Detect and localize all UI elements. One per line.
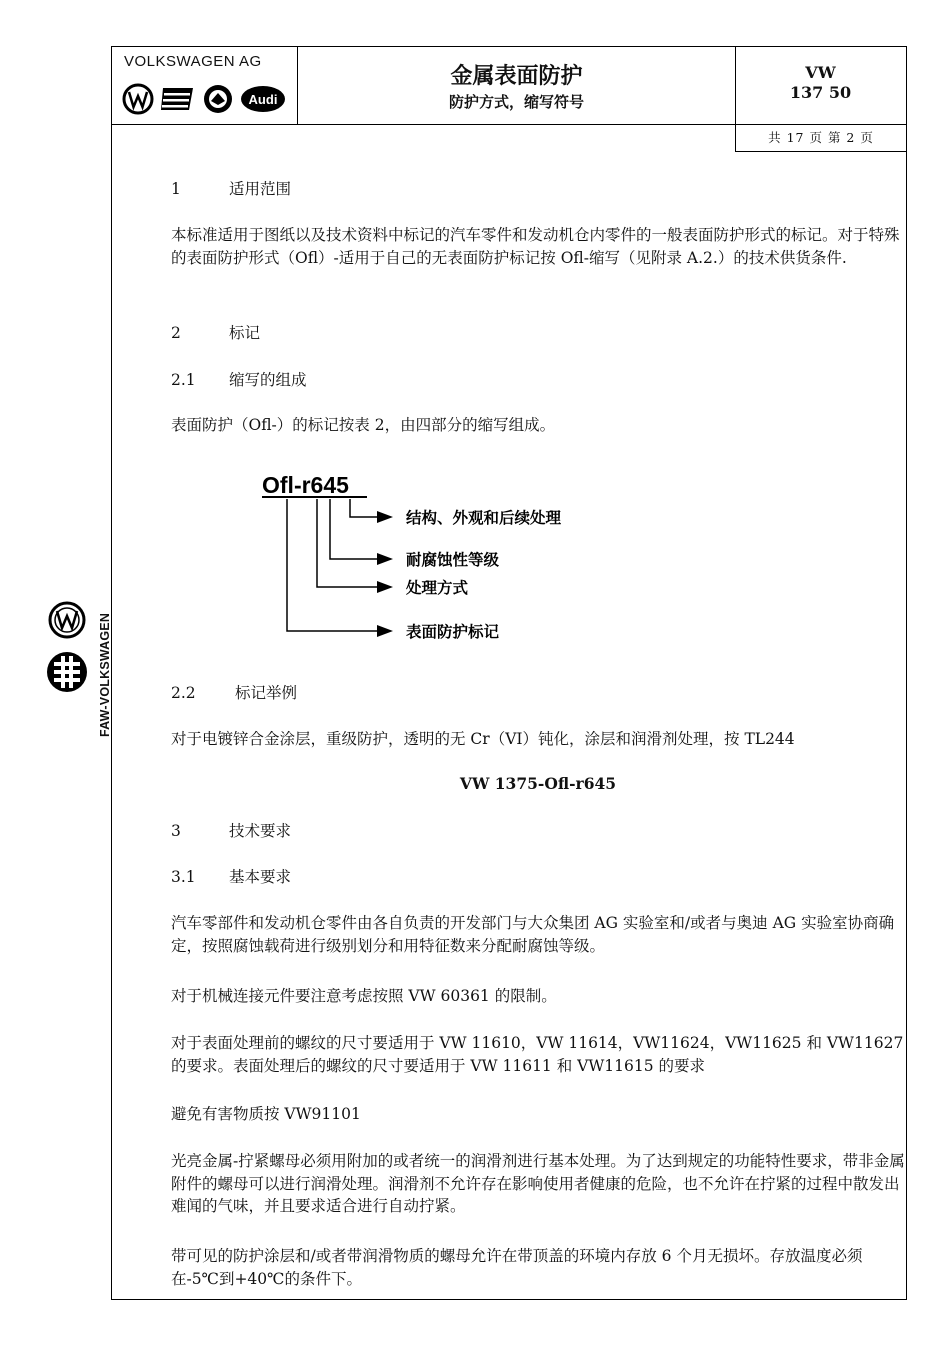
- connector-2: [330, 499, 377, 559]
- audi-logo-icon: [239, 83, 287, 115]
- document-subtitle: 防护方式，缩写符号: [448, 93, 584, 111]
- heading-2-1-title: 缩写的组成: [229, 371, 307, 389]
- heading-2-title: 标记: [229, 324, 261, 342]
- header-company-cell: [112, 47, 298, 124]
- heading-2-2-title: 标记举例: [235, 684, 298, 702]
- diagram-code: Ofl-r645: [262, 472, 349, 498]
- standard-code: [735, 63, 906, 103]
- paragraph-4: 避免有害物质按 VW91101: [171, 1105, 361, 1123]
- skoda-logo-icon: [202, 83, 234, 115]
- marking-example: VW 1375-Ofl-r645: [459, 774, 617, 793]
- arrow-2-icon: [377, 553, 393, 565]
- header-code-cell: [735, 47, 906, 124]
- paragraph-2: 对于机械连接元件要注意考虑按照 VW 60361 的限制。: [171, 987, 557, 1005]
- paragraph-1: 汽车零部件和发动机仓零件由各自负责的开发部门与大众集团 AG 实验室和/或者与奥迪 AG 实验室协商确定，按照腐蚀载荷进行级别划分和用特征数来分配耐腐蚀等级。: [171, 914, 895, 955]
- connector-3: [317, 499, 377, 587]
- header: [112, 47, 906, 125]
- heading-3-1-number: 3.1: [171, 868, 196, 886]
- connector-4: [287, 499, 377, 631]
- standard-code-line2: 137 50: [789, 83, 852, 102]
- heading-2-number: 2: [171, 324, 181, 342]
- standard-code-line1: VW: [805, 63, 836, 82]
- heading-3-title: 技术要求: [229, 822, 292, 840]
- brand-logos: [122, 83, 287, 115]
- arrow-4-icon: [377, 625, 393, 637]
- arrow-3-icon: [377, 581, 393, 593]
- paragraph-5: 光亮金属-拧紧螺母必须用附加的或者统一的润滑剂进行基本处理。为了达到规定的功能特性要求，带非金属附件的螺母可以进行润滑处理。润滑剂不允许存在影响使用者健康的危险，也不允许在拧紧的过程中散发出难闻的气味，并且要求适合进行自动拧紧。: [171, 1152, 905, 1215]
- heading-2-1-number: 2.1: [171, 371, 196, 389]
- company-name: VOLKSWAGEN AG: [124, 53, 262, 70]
- faw-volkswagen-side-logo: [45, 590, 115, 740]
- heading-2-2-number: 2.2: [171, 684, 196, 702]
- heading-3-number: 3: [171, 822, 181, 840]
- heading-2-1: [171, 368, 307, 390]
- heading-1-title: 适用范围: [229, 180, 292, 198]
- abbreviation-diagram: [252, 467, 732, 657]
- paragraph-3: 对于表面处理前的螺纹的尺寸要适用于 VW 11610，VW 11614，VW11624，VW11625 和 VW11627 的要求。表面处理后的螺纹的尺寸要适用于 VW 11611 和 VW11615 的要求: [171, 1034, 904, 1075]
- heading-3: [171, 819, 291, 841]
- arrow-1-icon: [377, 511, 393, 523]
- diagram-label-2: 耐腐蚀性等级: [406, 551, 500, 569]
- diagram-label-3: 处理方式: [406, 579, 469, 597]
- heading-2: [171, 321, 260, 343]
- document-frame: [111, 46, 907, 1300]
- heading-1-number: 1: [171, 180, 181, 198]
- diagram-label-4: 表面防护标记: [406, 623, 500, 641]
- heading-2-2: [171, 681, 297, 703]
- paragraph-6: 带可见的防护涂层和/或者带润滑物质的螺母允许在带顶盖的环境内存放 6 个月无损坏。存放温度必须在-5℃到+40℃的条件下。: [171, 1247, 863, 1288]
- heading-3-1-title: 基本要求: [229, 868, 292, 886]
- connector-1: [350, 499, 377, 517]
- document-title: 金属表面防护: [450, 64, 583, 89]
- section-2-1-text: 表面防护（Ofl-）的标记按表 2，由四部分的缩写组成。: [171, 416, 556, 434]
- heading-3-1: [171, 865, 291, 887]
- seat-logo-icon: [159, 83, 197, 115]
- vw-logo-icon: [122, 83, 154, 115]
- audi-logo-text: Audi: [248, 92, 278, 107]
- heading-1: [171, 177, 291, 199]
- section-1-text: 本标准适用于图纸以及技术资料中标记的汽车零件和发动机仓内零件的一般表面防护形式的标记。对于特殊的表面防护形式（Ofl）-适用于自己的无表面防护标记按 Ofl-缩写（见附录 A.2.）的技术供货条件.: [171, 226, 900, 267]
- diagram-label-1: 结构、外观和后续处理: [406, 509, 562, 527]
- page-counter: 共 17 页 第 2 页: [735, 125, 906, 152]
- side-logo-text: FAW-VOLKSWAGEN: [98, 612, 112, 737]
- section-2-2-text: 对于电镀锌合金涂层，重级防护，透明的无 Cr（VI）钝化，涂层和润滑剂处理，按 TL244: [171, 730, 795, 748]
